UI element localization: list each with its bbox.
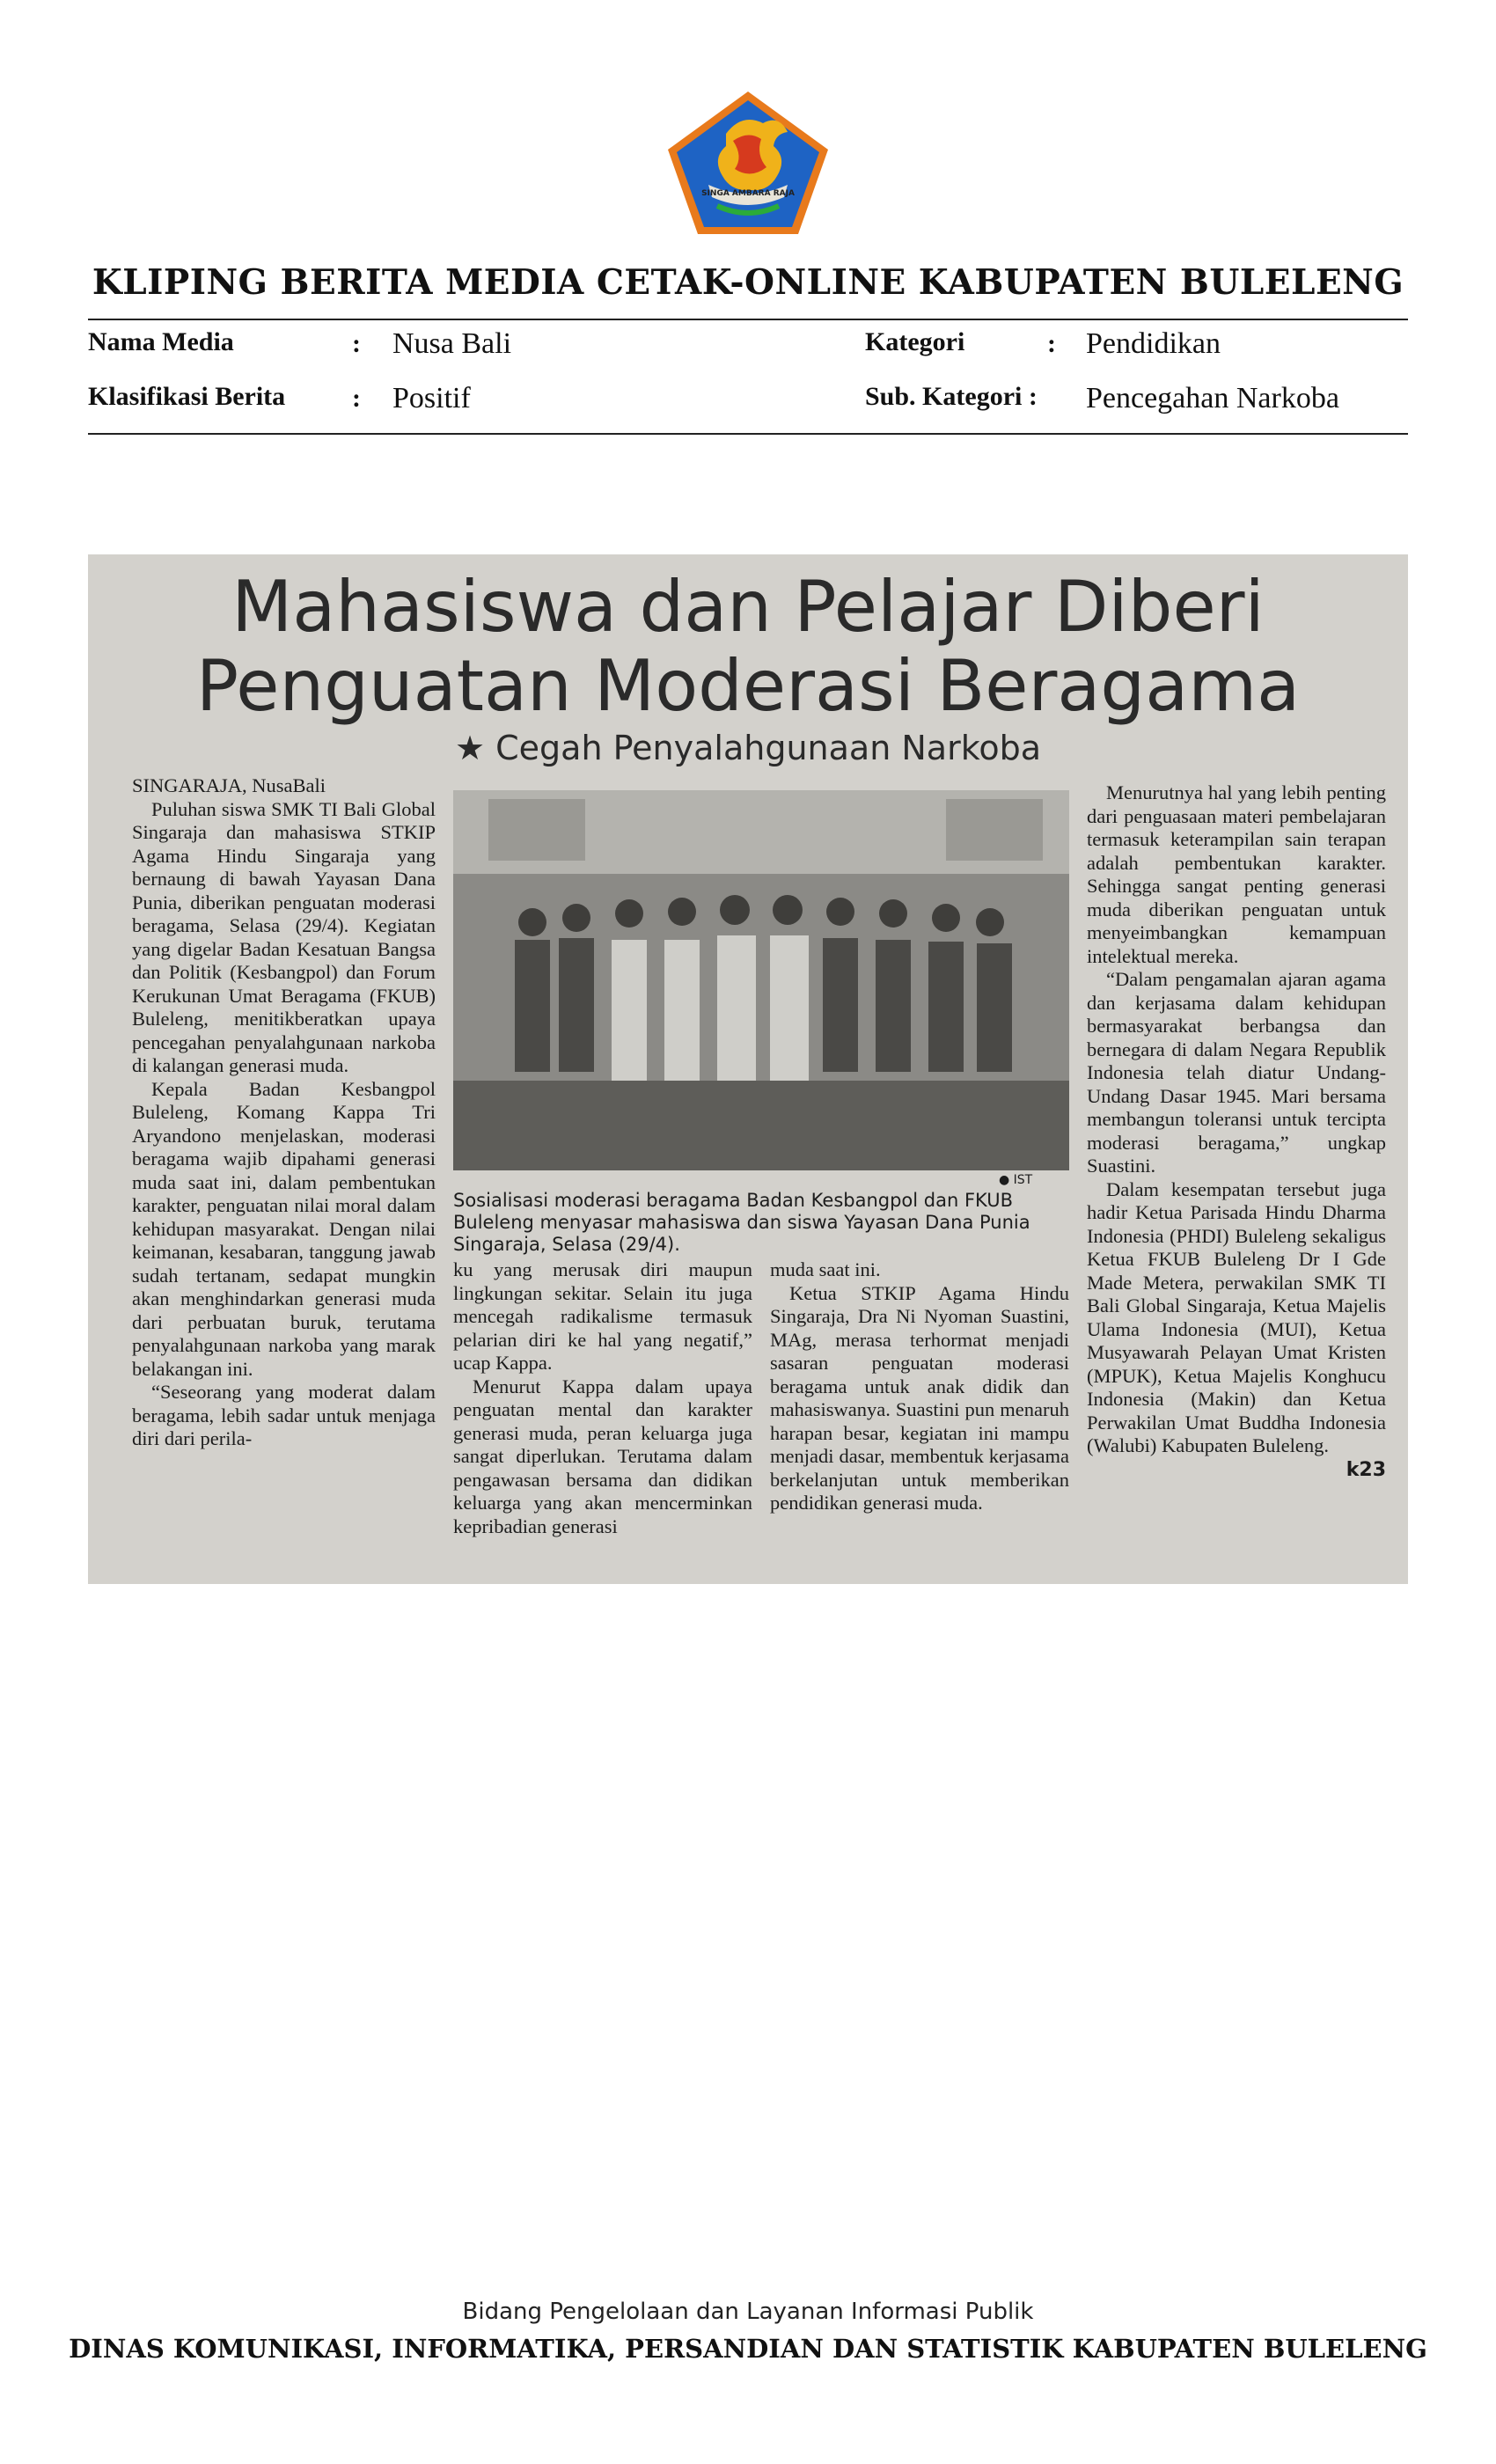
reporter-code: k23: [1346, 1458, 1386, 1481]
group-photo-illustration: [453, 790, 1069, 1170]
article-headline-line1: Mahasiswa dan Pelajar Diberi: [231, 566, 1265, 648]
article-paragraph: Dalam kesempatan tersebut juga hadir Ketua Parisada Hindu Dharma Indonesia (PHDI) Buleleng sekaligus Ketua FKUB Buleleng Dr I Gde Made Metera, perwakilan SMK TI Bali Global Singaraja, Ketua Majelis Ulama Indonesia (MUI), Ketua Musyawarah Pelayan Umat Kristen (MPUK), Ketua Majelis Konghucu Indonesia (Makin) dan Ketua Perwakilan Umat Buddha Indonesia (Walubi) Kabupaten Buleleng.: [1087, 1177, 1386, 1456]
sub-kategori-value: Pencegahan Narkoba: [1086, 382, 1339, 414]
article-paragraph: Puluhan siswa SMK TI Bali Global Singaraja dan mahasiswa STKIP Agama Hindu Singaraja yang bernaung di bawah Yayasan Dana Punia, diberikan penguatan moderasi beragama, Selasa (29/4). Kegiatan yang digelar Badan Kesatuan Bangsa dan Politik (Kesbangpol) dan Forum Kerukunan Umat Beragama (FKUB) Buleleng, menitikberatkan upaya pencegahan penyalahgunaan narkoba di kalangan generasi muda.: [132, 797, 436, 1076]
header-rule-bottom: [88, 433, 1408, 435]
nama-media-label: Nama Media: [88, 327, 234, 356]
article-column-1: [132, 774, 436, 1451]
article-paragraph: Ketua STKIP Agama Hindu Singaraja, Dra Ni Nyoman Suastini, MAg, merasa terhormat menjadi sasaran penguatan moderasi beragama untuk anak didik dan mahasiswanya. Suastini pun menaruh harapan besar, kegiatan ini mampu menjadi dasar, membentuk kerjasama berkelanjutan untuk memberikan pendidikan generasi muda.: [770, 1281, 1069, 1514]
article-headline-line2: Penguatan Moderasi Beragama: [195, 645, 1301, 727]
photo-credit: ● IST: [999, 1173, 1033, 1187]
logo-motto: SINGA AMBARA RAJA: [701, 189, 795, 198]
newspaper-clipping: [88, 554, 1408, 1584]
article-paragraph: Kepala Badan Kesbangpol Buleleng, Komang Kappa Tri Aryandono menjelaskan, moderasi beragama wajib dipahami generasi muda saat ini, dalam pembentukan karakter, penguatan nilai moral dalam kehidupan masyarakat. Dengan nilai keimanan, kesabaran, tanggung jawab sudah tertanam, sedapat mungkin akan menghindarkan generasi muda dari perbuatan buruk, terutama penyalahgunaan narkoba yang marak belakangan ini.: [132, 1077, 436, 1380]
article-paragraph: Menurut Kappa dalam upaya penguatan mental dan karakter generasi muda, peran keluarga juga sangat diperlukan. Terutama dalam pengawasan bersama dan didikan keluarga yang akan mencerminkan kepribadian generasi: [453, 1375, 752, 1537]
klasifikasi-colon: :: [352, 384, 361, 413]
footer-division: Bidang Pengelolaan dan Layanan Informasi Publik: [462, 2299, 1034, 2325]
header-rule-top: [88, 319, 1408, 320]
article-photo: [453, 790, 1069, 1170]
nama-media-colon: :: [352, 329, 361, 358]
article-subheadline: ★ Cegah Penyalahgunaan Narkoba: [454, 729, 1042, 767]
article-dateline: SINGARAJA, NusaBali: [132, 774, 326, 796]
article-paragraph: Menurutnya hal yang lebih penting dari penguasaan materi pembelajaran termasuk keterampilan sain terapan adalah pembentukan karakter. Sehingga sangat penting generasi muda diberikan penguatan untuk menyeimbangkan kemampuan intelektual mereka.: [1087, 781, 1386, 967]
article-column-4: [1087, 781, 1386, 1482]
article-paragraph: ku yang merusak diri maupun lingkungan sekitar. Selain itu juga mencegah radikalisme termasuk pelarian diri ke hal yang negatif,” ucap Kappa.: [453, 1258, 752, 1374]
klasifikasi-value: Positif: [392, 382, 471, 414]
klasifikasi-label: Klasifikasi Berita: [88, 382, 286, 411]
article-paragraph: “Dalam pengamalan ajaran agama dan kerjasama dalam kehidupan bermasyarakat berbangsa dan bernegara di dalam Negara Republik Indonesia telah diatur Undang-Undang Dasar 1945. Mari bersama membangun toleransi untuk tercipta moderasi beragama,” ungkap Suastini.: [1087, 968, 1386, 1177]
document-title: KLIPING BERITA MEDIA CETAK-ONLINE KABUPATEN BULELENG: [92, 262, 1404, 303]
footer-agency: DINAS KOMUNIKASI, INFORMATIKA, PERSANDIAN DAN STATISTIK KABUPATEN BULELENG: [69, 2334, 1427, 2364]
article-paragraph: muda saat ini.: [770, 1258, 881, 1280]
photo-caption: Sosialisasi moderasi beragama Badan Kesbangpol dan FKUB Buleleng menyasar mahasiswa dan siswa Yayasan Dana Punia Singaraja, Selasa (29/4).: [453, 1190, 1030, 1255]
kategori-label: Kategori: [865, 327, 965, 356]
kategori-colon: :: [1047, 329, 1056, 358]
sub-kategori-label: Sub. Kategori :: [865, 382, 1038, 411]
article-paragraph: “Seseorang yang moderat dalam beragama, lebih sadar untuk menjaga diri dari perila-: [132, 1381, 436, 1449]
article-column-2: [453, 1258, 752, 1538]
kategori-value: Pendidikan: [1086, 327, 1221, 360]
nama-media-value: Nusa Bali: [392, 327, 512, 360]
article-column-3: [770, 1258, 1069, 1515]
buleleng-emblem-logo: [664, 88, 832, 238]
